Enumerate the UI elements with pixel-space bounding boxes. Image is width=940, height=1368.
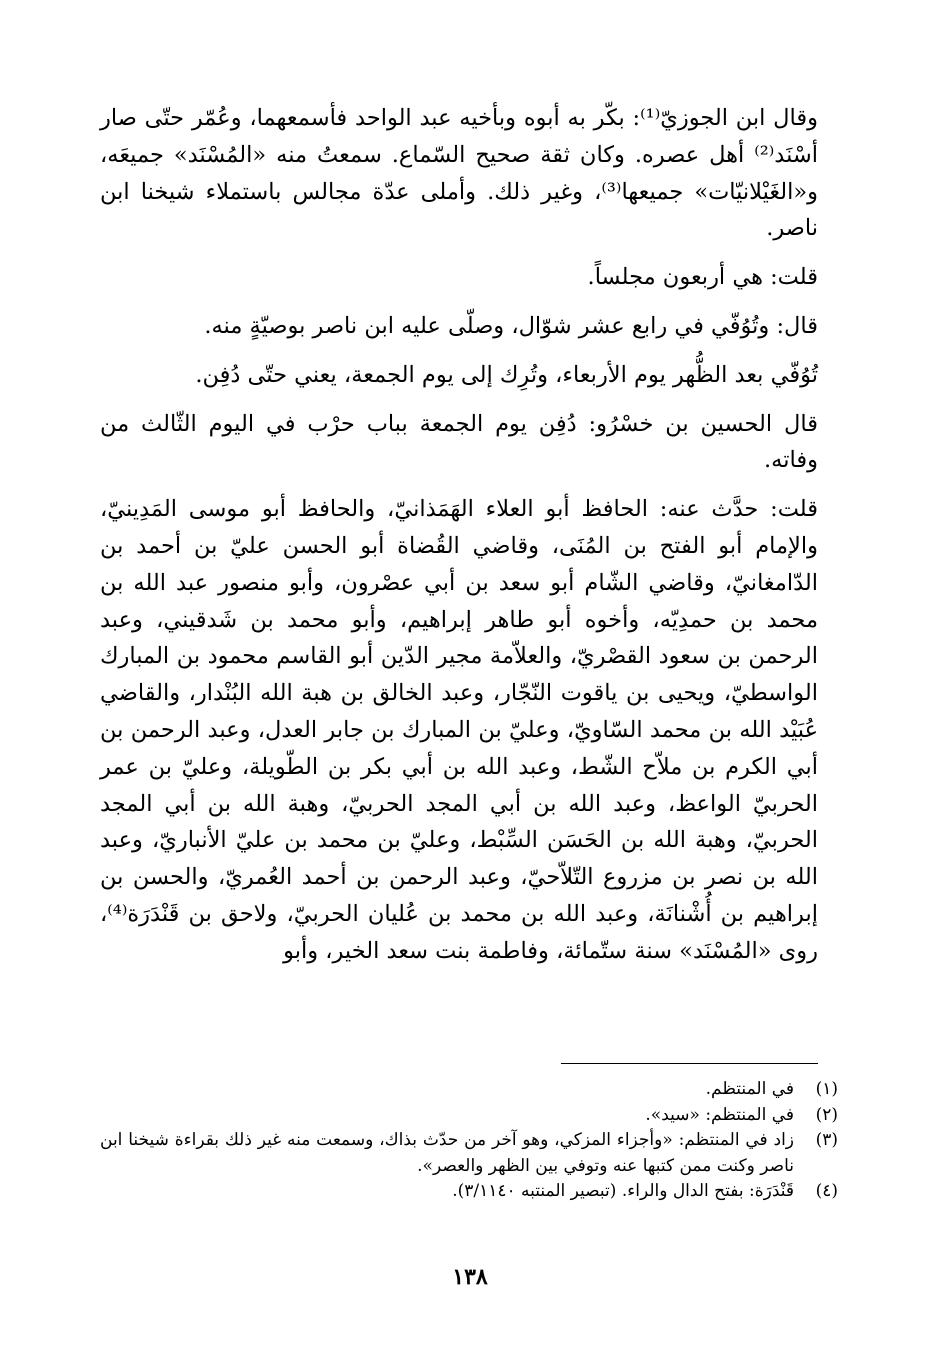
footnote-item bbox=[100, 1077, 838, 1103]
paragraph-narrators: قلت: حدَّث عنه: الحافظ أبو العلاء الهَمَذانيّ، والحافظ أبو موسى المَدِينيّ، والإمام أبو الفتح بن المُنَى، وقاضي القُضاة أبو الحسن عليّ بن أحمد بن الدّامغانيّ، وقاضي الشّام أبو سعد بن أبي عصْرون، وأبو منصور عبد الله بن محمد بن حمدِيّه، وأخوه أبو طاهر إبراهيم، وأبو محمد بن شَدقيني، وعبد الرحمن بن سعود القصْريّ، والعلاّمة مجير الدّين أبو القاسم محمود بن المبارك الواسطيّ، ويحيى بن ياقوت النّجّار، وعبد الخالق بن هبة الله البُنْدار، والقاضي عُبَيْد الله بن محمد السّاويّ، وعليّ بن المبارك بن جابر العدل، وعبد الرحمن بن أبي الكرم بن ملاّح الشّط، وعبد الله بن أبي بكر بن الطّويلة، وعليّ بن عمر الحربيّ الواعظ، وعبد الله بن أبي المجد الحربيّ، وهبة الله بن أبي المجد الحربيّ، وهبة الله بن الحَسَن السِّبْط، وعليّ بن محمد بن عليّ الأنباريّ، وعبد الله بن نصر بن مزروع التّلاّحيّ، وعبد الرحمن بن أحمد العُمريّ، والحسن بن إبراهيم بن أُشْنانَة، وعبد الله بن محمد بن عُليان الحربيّ، ولاحق بن قَنْدَرَة⁽⁴⁾، روى «المُسْنَد» سنة ستّمائة، وفاطمة بنت سعد الخير، وأبو bbox=[100, 496, 818, 964]
footnote-item bbox=[100, 1103, 838, 1129]
paragraph-burial-place: قال الحسين بن خسْرُو: دُفِن يوم الجمعة بباب حرْب في اليوم الثّالث من وفاته. bbox=[100, 410, 818, 474]
main-text bbox=[100, 100, 818, 970]
footnote-number: (٢) bbox=[815, 1104, 838, 1125]
footnote-number: (١) bbox=[815, 1079, 838, 1099]
footnote-number: (٣) bbox=[815, 1130, 838, 1150]
footnote-number: (٤) bbox=[815, 1181, 838, 1201]
footnote-text: في المنتظم. bbox=[705, 1079, 794, 1099]
footnote-divider bbox=[561, 1063, 818, 1064]
footnote-text: قَنْدَرَة: بفتح الدال والراء. (تبصير المنتبه ٣/١١٤٠). bbox=[452, 1181, 794, 1201]
paragraph-forty-sessions: قلت: هي أربعون مجلساً. bbox=[587, 264, 818, 291]
footnote-text: زاد في المنتظم: «وأجزاء المزكي، وهو آخر من حدّث بذاك، وسمعت منه غير ذلك بقراءة شيخنا ابن ناصر وكنت ممن كتبها عنه وتوفي بين الظهر والعصر». bbox=[100, 1130, 794, 1176]
footnote-item bbox=[100, 1128, 838, 1179]
footnote-text: في المنتظم: «سيد». bbox=[645, 1104, 794, 1125]
paragraph-burial-delay: تُوُفّي بعد الظُّهر يوم الأربعاء، وتُرِك إلى يوم الجمعة، يعني حتّى دُفِن. bbox=[195, 361, 818, 388]
footnotes bbox=[100, 1077, 838, 1205]
paragraph-ibn-jawzi: وقال ابن الجوزيّ⁽¹⁾: بكّر به أبوه وبأخيه عبد الواحد فأسمعهما، وعُمّر حتّى صار أسْنَد⁽²⁾ أهل عصره. وكان ثقة صحيح السّماع. سمعتُ منه «المُسْنَد» جميعَه، و«الغَيْلانيّات» جميعها⁽³⁾، وغير ذلك. وأملى عدّة مجالس باستملاء شيخنا ابن ناصر. bbox=[100, 105, 819, 242]
page-number: ١٣٨ bbox=[452, 1264, 488, 1290]
paragraph-death-date: قال: وتُوُفّي في رابع عشر شوّال، وصلّى عليه ابن ناصر بوصيّةٍ منه. bbox=[204, 312, 818, 339]
footnote-item bbox=[100, 1179, 838, 1205]
